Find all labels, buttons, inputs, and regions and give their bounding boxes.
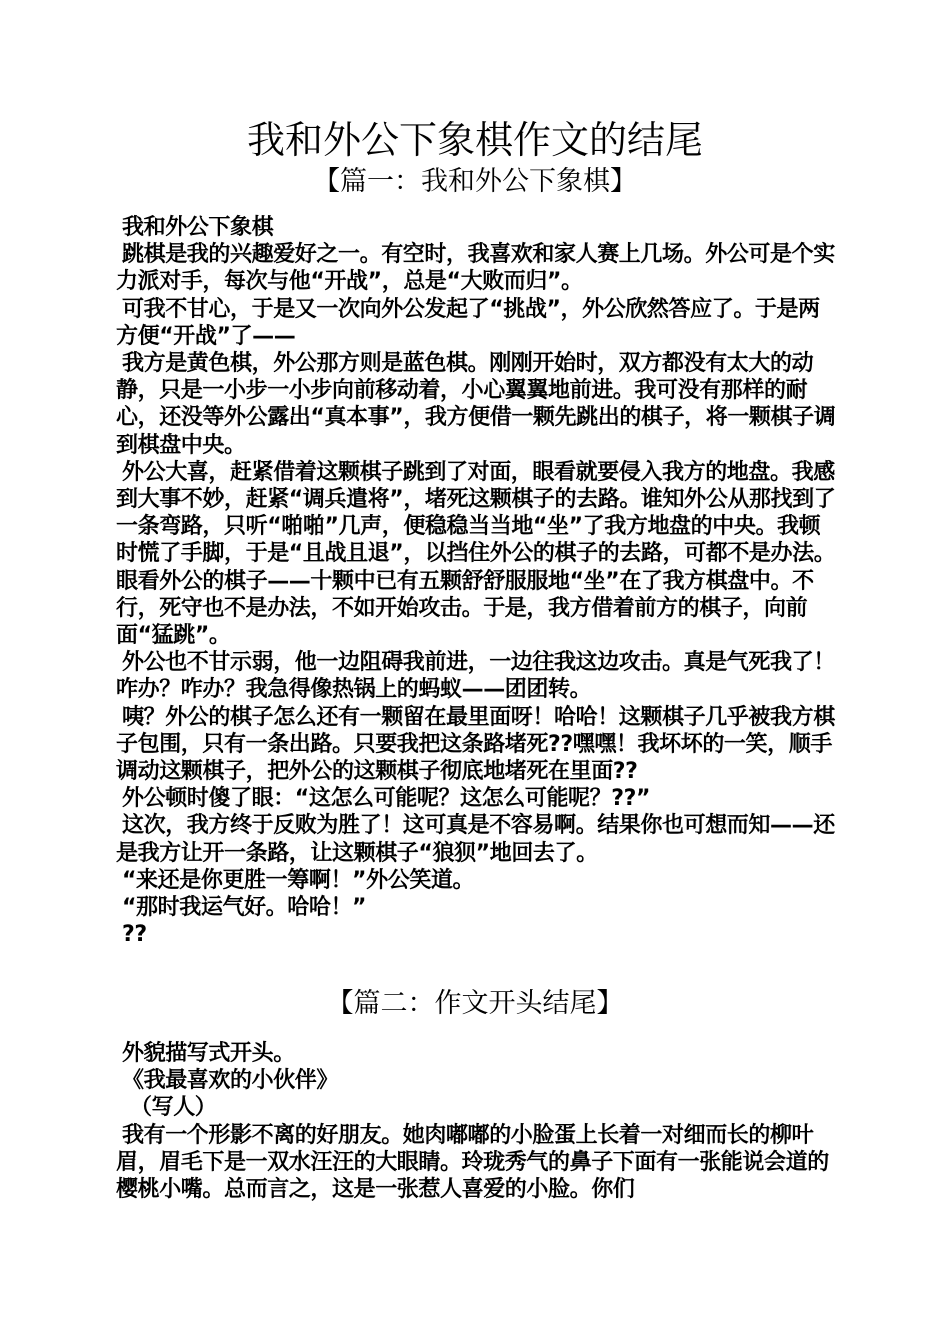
section1-body xyxy=(116,214,838,948)
section1-paragraph: 外公也不甘示弱，他一边阻碍我前进，一边往我这边攻击。真是气死我了！咋办？咋办？我急得像热锅上的蚂蚁——团团转。 xyxy=(116,650,835,703)
section2-heading: 【篇二：作文开头结尾】 xyxy=(326,988,624,1019)
section1-paragraph: 跳棋是我的兴趣爱好之一。有空时，我喜欢和家人赛上几场。外公可是个实力派对手，每次与他“开战”，总是“大败而归”。 xyxy=(116,242,835,295)
section2-paragraph: 外貌描写式开头。 xyxy=(122,1041,295,1066)
section1-paragraph: 我方是黄色棋，外公那方则是蓝色棋。刚刚开始时，双方都没有太大的动静，只是一小步一小步向前移动着，小心翼翼地前进。我可没有那样的耐心，还没等外公露出“真本事”，我方便借一颗先跳出的棋子，将一颗棋子调到棋盘中央。 xyxy=(116,351,836,458)
section2-paragraph: （写人） xyxy=(130,1095,217,1121)
section2-body xyxy=(116,1040,838,1203)
section1-paragraph: 咦？外公的棋子怎么还有一颗留在最里面呀！哈哈！这颗棋子几乎被我方棋子包围，只有一条出路。只要我把这条路堵死??嘿嘿！我坏坏的一笑，顺手调动这颗棋子，把外公的这颗棋子彻底地堵死在里面?? xyxy=(116,704,835,785)
section1-paragraph: 这次，我方终于反败为胜了！这可真是不容易啊。结果你也可想而知——还是我方让开一条路，让这颗棋子“狼狈”地回去了。 xyxy=(116,813,835,866)
document-title: 我和外公下象棋作文的结尾 xyxy=(246,118,703,162)
section1-paragraph: 可我不甘心，于是又一次向外公发起了“挑战”，外公欣然答应了。于是两方便“开战”了—— xyxy=(116,296,820,349)
section1-paragraph: “那时我运气好。哈哈！” xyxy=(122,895,367,921)
section1-paragraph: ?? xyxy=(122,922,147,948)
section2-paragraph: 我有一个形影不离的好朋友。她肉嘟嘟的小脸蛋上长着一对细而长的柳叶眉，眉毛下是一双水汪汪的大眼睛。玲珑秀气的鼻子下面有一张能说会道的樱桃小嘴。总而言之，这是一张惹人喜爱的小脸。你们 xyxy=(116,1122,829,1203)
section1-paragraph: 外公大喜，赶紧借着这颗棋子跳到了对面，眼看就要侵入我方的地盘。我感到大事不妙，赶紧“调兵遣将”，堵死这颗棋子的去路。谁知外公从那找到了一条弯路，只听“啪啪”几声，便稳稳当当地“坐”了我方地盘的中央。我顿时慌了手脚，于是“且战且退”，以挡住外公的棋子的去路，可都不是办法。眼看外公的棋子——十颗中已有五颗舒舒服服地“坐”在了我方棋盘中。不行，死守也不是办法，不如开始攻击。于是，我方借着前方的棋子，向前面“猛跳”。 xyxy=(116,459,836,649)
section1-paragraph: 我和外公下象棋 xyxy=(122,215,274,240)
section1-paragraph: 外公顿时傻了眼：“这怎么可能呢？这怎么可能呢？??” xyxy=(122,786,651,812)
section1-paragraph: “来还是你更胜一筹啊！”外公笑道。 xyxy=(122,867,475,893)
section2-paragraph: 《我最喜欢的小伙伴》 xyxy=(122,1068,339,1094)
section1-heading: 【篇一：我和外公下象棋】 xyxy=(313,166,637,197)
